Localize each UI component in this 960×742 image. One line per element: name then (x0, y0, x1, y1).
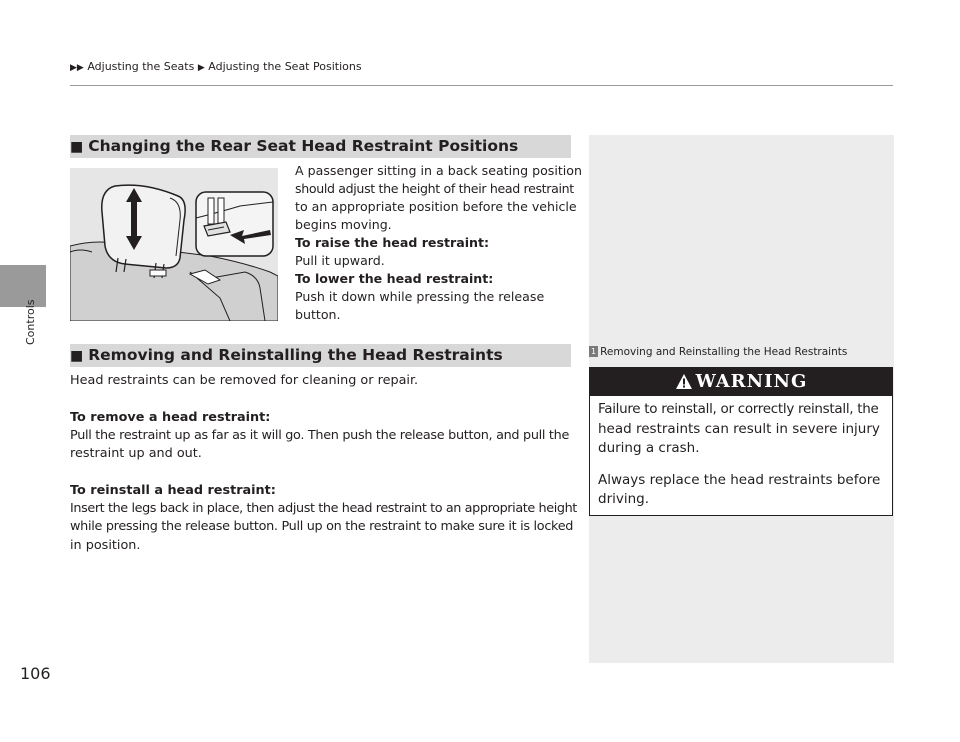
square-bullet-icon: ■ (70, 348, 84, 364)
reinstall-text-line: while pressing the release button. Pull up on the restraint to make sure it is locked (70, 519, 574, 535)
section-heading-text: Removing and Reinstalling the Head Restraints (88, 346, 503, 364)
breadcrumb-link-seats[interactable]: Adjusting the Seats (87, 60, 195, 73)
body-line: should adjust the height of their head restraint (295, 181, 574, 196)
section-heading-removing-reinstalling (70, 344, 571, 367)
chapter-side-tab (0, 265, 46, 307)
note-number-badge: 1 (591, 347, 597, 356)
warning-label: WARNING (695, 371, 808, 392)
body-line: A passenger sitting in a back seating position (295, 163, 582, 178)
breadcrumb (70, 60, 362, 73)
square-bullet-icon: ■ (70, 139, 84, 155)
sidebar-note-title-text: Removing and Reinstalling the Head Restraints (600, 346, 848, 358)
warning-text (590, 396, 892, 510)
body-line: begins moving. (295, 217, 392, 232)
warning-triangle-icon (675, 373, 693, 390)
lower-heading: To lower the head restraint: (295, 271, 494, 286)
warning-line: Always replace the head restraints before (598, 471, 881, 488)
warning-line: head restraints can result in severe injury (598, 420, 880, 437)
remove-text-line: Pull the restraint up as far as it will go. Then push the release button, and pull the (70, 427, 570, 443)
reinstall-heading: To reinstall a head restraint: (70, 482, 276, 498)
body-line: to an appropriate position before the vehicle (295, 199, 577, 214)
warning-line: driving. (598, 491, 650, 507)
chapter-label: Controls (24, 299, 37, 345)
breadcrumb-arrow-icon: ▶ (197, 63, 205, 73)
page-number: 106 (20, 664, 51, 683)
warning-box (589, 367, 893, 516)
warning-line: during a crash. (598, 440, 700, 456)
head-restraint-illustration (70, 168, 278, 321)
section1-body (295, 162, 582, 324)
breadcrumb-link-seat-positions[interactable]: Adjusting the Seat Positions (208, 60, 362, 73)
breadcrumb-arrow-icon: ▶▶ (70, 63, 84, 73)
body-line: Head restraints can be removed for cleaning or repair. (70, 373, 419, 388)
remove-text-line: restraint up and out. (70, 446, 202, 462)
reinstall-text-line: in position. (70, 537, 141, 553)
lower-text-line: Push it down while pressing the release (295, 289, 545, 304)
sidebar-note-title (589, 346, 847, 358)
raise-text: Pull it upward. (295, 253, 385, 268)
section2-body (70, 372, 577, 555)
lower-text-line: button. (295, 307, 341, 322)
header-rule (70, 85, 893, 86)
warning-header (590, 368, 892, 396)
section-heading-head-restraint-positions (70, 135, 571, 158)
reinstall-text-line: Insert the legs back in place, then adjust the head restraint to an appropriate height (70, 501, 577, 517)
warning-line: Failure to reinstall, or correctly reinstall, the (598, 401, 879, 417)
raise-heading: To raise the head restraint: (295, 235, 490, 250)
section-heading-text: Changing the Rear Seat Head Restraint Positions (88, 137, 519, 155)
remove-heading: To remove a head restraint: (70, 409, 271, 425)
